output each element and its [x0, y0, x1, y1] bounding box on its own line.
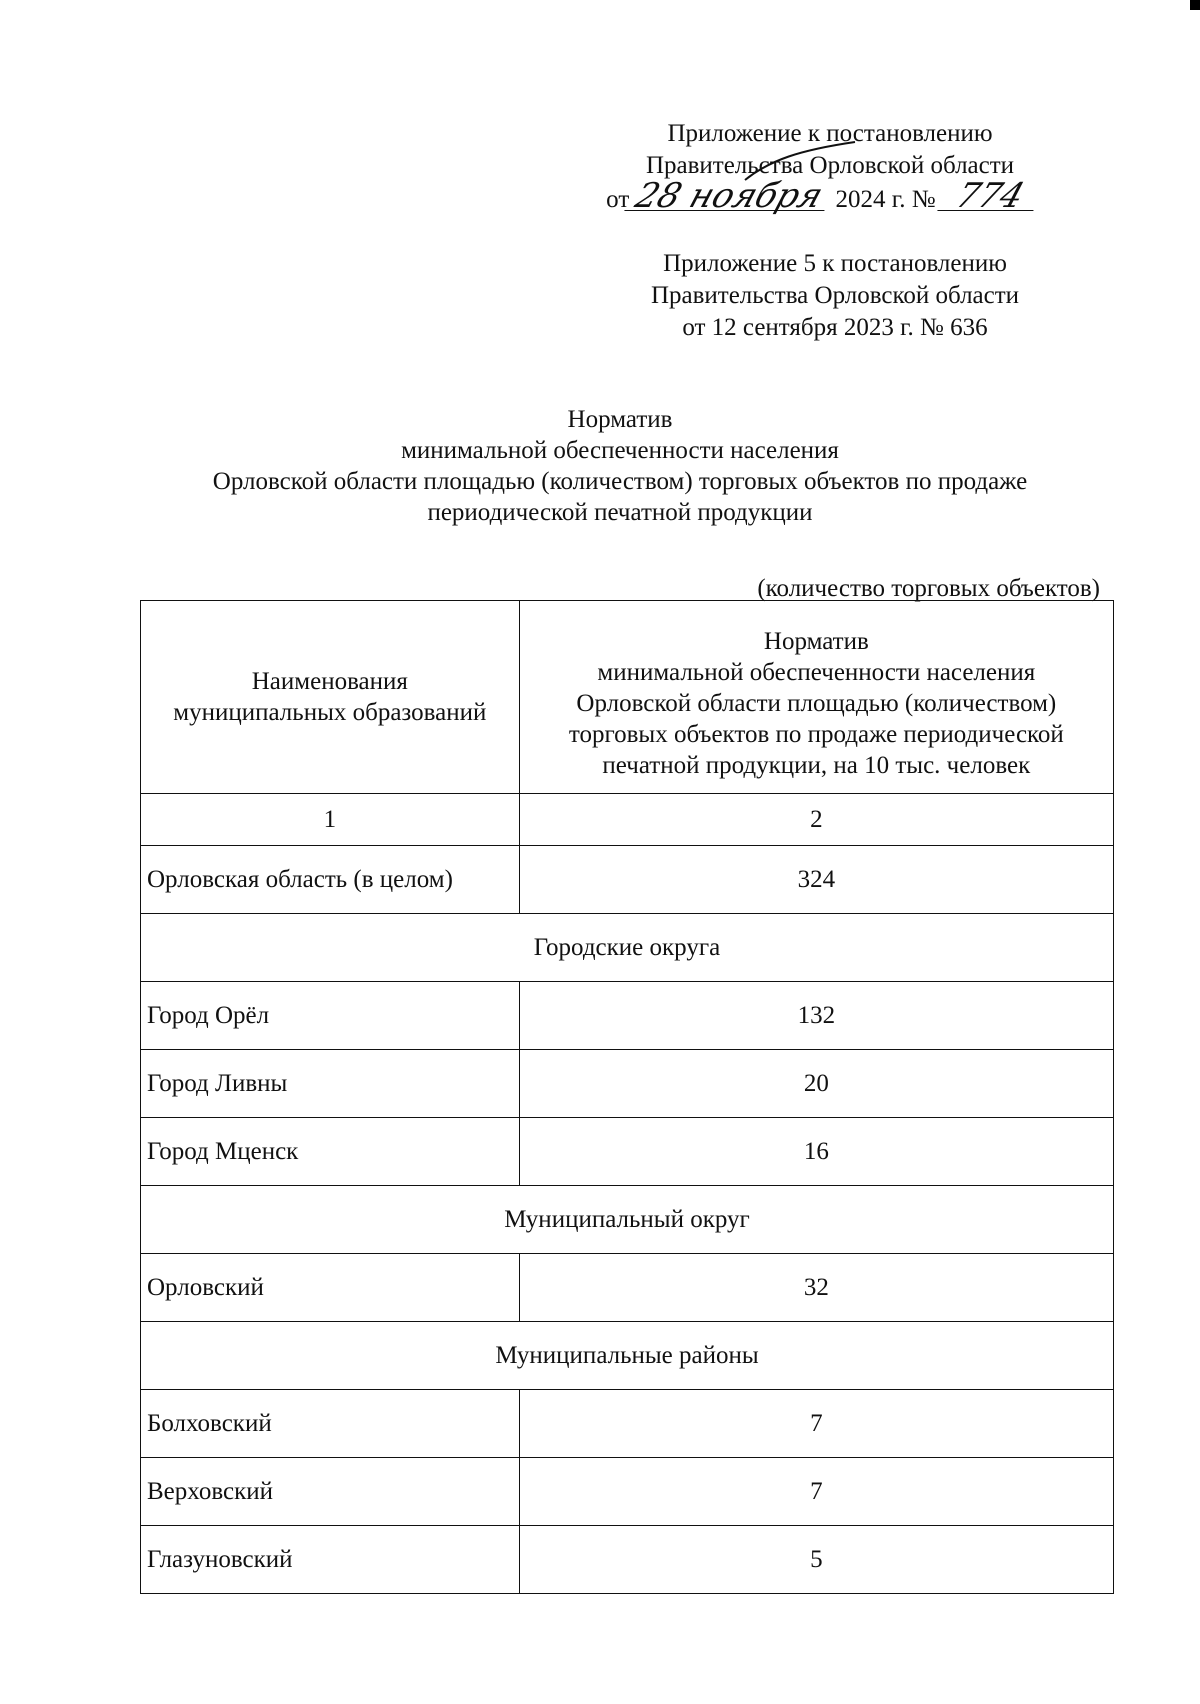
norm-value: 324 — [519, 846, 1113, 914]
signature-stroke — [740, 140, 860, 190]
appendix-prior-line2: Правительства Орловской области — [650, 282, 1020, 309]
appendix-current-line2: Правительства Орловской области — [645, 152, 1015, 179]
norm-value: 20 — [519, 1050, 1113, 1118]
appendix-prior-resolution — [600, 248, 1070, 344]
table-row — [141, 1118, 1114, 1186]
municipality-name: Орловский — [141, 1254, 520, 1322]
table-row — [141, 1526, 1114, 1594]
header-col1-line2: муниципальных образований — [173, 699, 487, 726]
table-row — [141, 1458, 1114, 1526]
table-row — [141, 1050, 1114, 1118]
table-row — [141, 1254, 1114, 1322]
table-row — [141, 982, 1114, 1050]
section-title: Муниципальный округ — [141, 1186, 1114, 1254]
date-prefix: от — [606, 186, 630, 213]
norm-value: 16 — [519, 1118, 1113, 1186]
title-line3: Орловской области площадью (количеством) торговых объектов по продаже — [212, 468, 1028, 495]
column-number-1: 1 — [141, 794, 520, 846]
header-col2-line4: торговых объектов по продаже периодической — [568, 720, 1064, 748]
title-line1: Норматив — [567, 406, 673, 433]
table-section-row — [141, 914, 1114, 982]
header-col1 — [141, 601, 520, 794]
header-col2-line2: минимальной обеспеченности населения — [597, 658, 1036, 686]
column-number-2: 2 — [519, 794, 1113, 846]
table-section-row — [141, 1186, 1114, 1254]
appendix-prior-line1: Приложение 5 к постановлению — [663, 250, 1007, 277]
norm-value: 7 — [519, 1390, 1113, 1458]
municipality-name: Болховский — [141, 1390, 520, 1458]
table-section-row — [141, 1322, 1114, 1390]
header-col2-line1: Норматив — [763, 627, 869, 655]
column-number-row — [141, 794, 1114, 846]
norm-table — [140, 600, 1114, 1594]
table-row — [141, 1390, 1114, 1458]
municipality-name: Глазуновский — [141, 1526, 520, 1594]
norm-value: 132 — [519, 982, 1113, 1050]
date-year-number-label: 2024 г. № — [835, 186, 936, 213]
title-line4: периодической печатной продукции — [427, 499, 813, 526]
appendix-current-line1: Приложение к постановлению — [667, 120, 993, 147]
header-col1-line1: Наименования — [251, 668, 408, 695]
municipality-name: Город Ливны — [141, 1050, 520, 1118]
municipality-name: Город Мценск — [141, 1118, 520, 1186]
section-title: Муниципальные районы — [141, 1322, 1114, 1390]
municipality-name: Верховский — [141, 1458, 520, 1526]
norm-value: 32 — [519, 1254, 1113, 1322]
norm-value: 7 — [519, 1458, 1113, 1526]
norm-value: 5 — [519, 1526, 1113, 1594]
appendix-prior-line3: от 12 сентября 2023 г. № 636 — [682, 314, 988, 341]
municipality-name: Город Орёл — [141, 982, 520, 1050]
header-col2 — [519, 601, 1113, 794]
header-col2-line3: Орловской области площадью (количеством) — [576, 689, 1057, 717]
header-col2-line5: печатной продукции, на 10 тыс. человек — [602, 751, 1031, 779]
scan-corner-mark — [1190, 0, 1200, 10]
table-header-row — [141, 601, 1114, 794]
table-row — [141, 846, 1114, 914]
title-line2: минимальной обеспеченности населения — [401, 437, 839, 464]
handwritten-number: 774 — [937, 182, 1042, 211]
section-title: Городские округа — [141, 914, 1114, 982]
document-title — [130, 404, 1110, 528]
unit-note: (количество торговых объектов) — [757, 575, 1100, 602]
municipality-name: Орловская область (в целом) — [141, 846, 520, 914]
handwritten-date: 28 ноября — [625, 182, 834, 211]
